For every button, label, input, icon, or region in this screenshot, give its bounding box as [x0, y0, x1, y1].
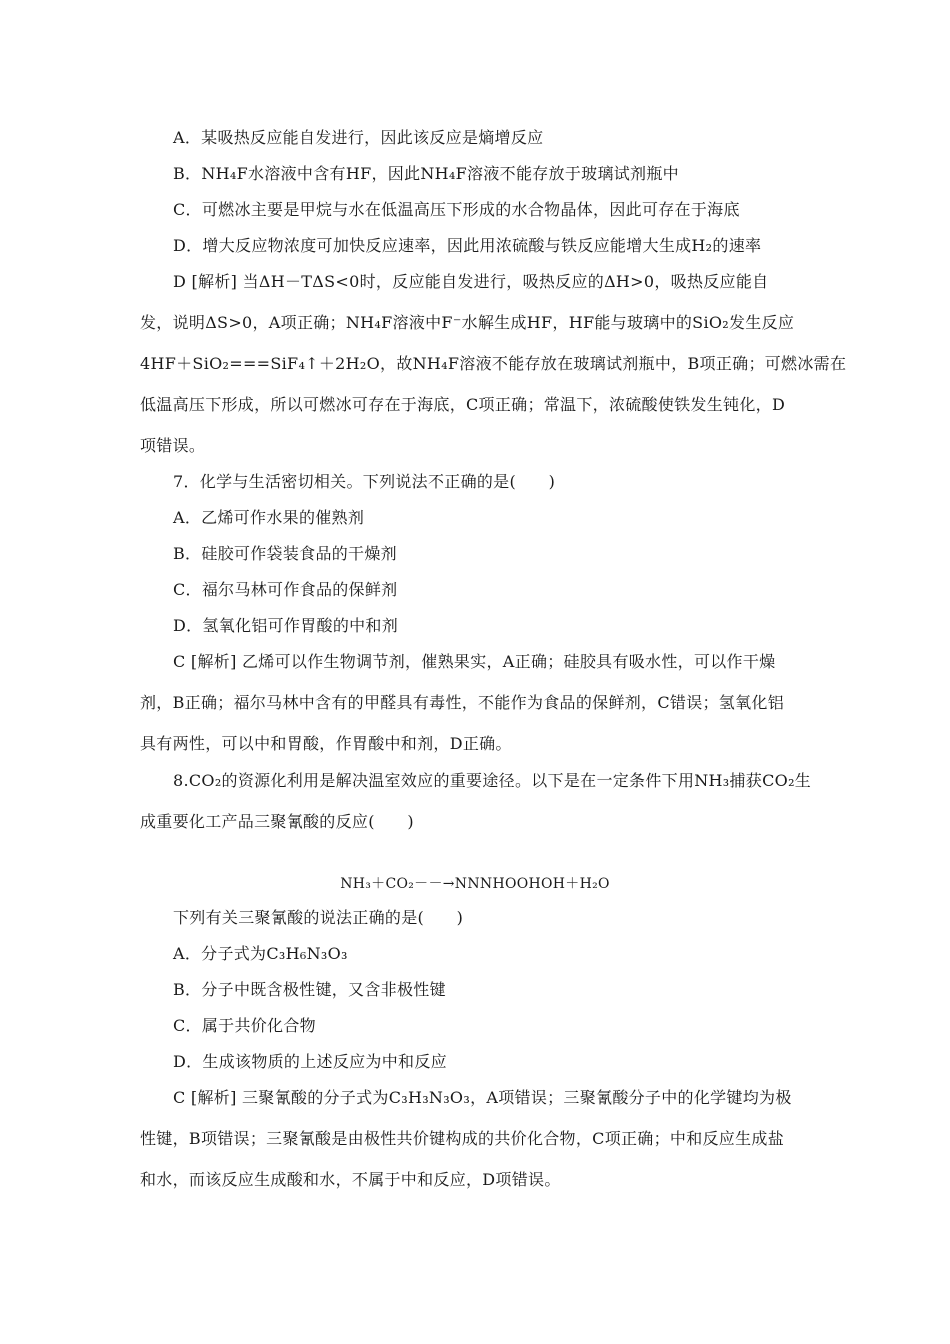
q6-analysis-line: D [解析] 当ΔH－TΔS<0时，反应能自发进行，吸热反应的ΔH>0，吸热反应能自 — [173, 272, 769, 291]
q7-stem: 7．化学与生活密切相关。下列说法不正确的是( ) — [173, 472, 556, 491]
q8-option-c: C．属于共价化合物 — [173, 1016, 316, 1035]
q8-option-b: B．分子中既含极性键，又含非极性键 — [173, 980, 446, 999]
q8-option-a: A．分子式为C₃H₆N₃O₃ — [173, 944, 348, 963]
q6-analysis-line: 低温高压下形成，所以可燃冰可存在于海底，C项正确；常温下，浓硫酸使铁发生钝化，D — [140, 395, 786, 414]
q6-analysis-line: 项错误。 — [140, 436, 206, 455]
q8-analysis-line: 和水，而该反应生成酸和水，不属于中和反应，D项错误。 — [140, 1170, 561, 1189]
q7-analysis-line: C [解析] 乙烯可以作生物调节剂，催熟果实，A正确；硅胶具有吸水性，可以作干燥 — [173, 652, 776, 671]
q8-option-d: D．生成该物质的上述反应为中和反应 — [173, 1052, 447, 1071]
q6-option-b: B．NH₄F水溶液中含有HF，因此NH₄F溶液不能存放于玻璃试剂瓶中 — [173, 164, 679, 183]
q7-option-b: B．硅胶可作袋装食品的干燥剂 — [173, 544, 397, 563]
q6-analysis-line: 4HF＋SiO₂===SiF₄↑＋2H₂O，故NH₄F溶液不能存放在玻璃试剂瓶中，B项正确；可燃冰需在 — [140, 354, 847, 373]
q7-option-c: C．福尔马林可作食品的保鲜剂 — [173, 580, 398, 599]
q8-stem-line: 成重要化工产品三聚氰酸的反应( ) — [140, 812, 414, 831]
q8-sub-stem: 下列有关三聚氰酸的说法正确的是( ) — [173, 908, 464, 927]
q8-analysis-line: C [解析] 三聚氰酸的分子式为C₃H₃N₃O₃，A项错误；三聚氰酸分子中的化学键均为极 — [173, 1088, 792, 1107]
q8-equation: NH₃＋CO₂－－→NNNHOOHOH＋H₂O — [340, 876, 610, 892]
q6-option-d: D．增大反应物浓度可加快反应速率，因此用浓硫酸与铁反应能增大生成H₂的速率 — [173, 236, 762, 255]
q7-analysis-line: 具有两性，可以中和胃酸，作胃酸中和剂，D正确。 — [140, 734, 512, 753]
q7-option-a: A．乙烯可作水果的催熟剂 — [173, 508, 365, 527]
q8-stem-line: 8.CO₂的资源化利用是解决温室效应的重要途径。以下是在一定条件下用NH₃捕获CO₂生 — [173, 771, 812, 790]
q8-analysis-line: 性键，B项错误；三聚氰酸是由极性共价键构成的共价化合物，C项正确；中和反应生成盐 — [140, 1129, 785, 1148]
q6-option-a: A．某吸热反应能自发进行，因此该反应是熵增反应 — [173, 128, 544, 147]
q6-option-c: C．可燃冰主要是甲烷与水在低温高压下形成的水合物晶体，因此可存在于海底 — [173, 200, 740, 219]
q6-analysis-line: 发，说明ΔS>0，A项正确；NH₄F溶液中F⁻水解生成HF，HF能与玻璃中的SiO₂发生反应 — [140, 313, 795, 332]
q7-analysis-line: 剂，B正确；福尔马林中含有的甲醛具有毒性，不能作为食品的保鲜剂，C错误；氢氧化铝 — [140, 693, 785, 712]
q7-option-d: D．氢氧化铝可作胃酸的中和剂 — [173, 616, 399, 635]
